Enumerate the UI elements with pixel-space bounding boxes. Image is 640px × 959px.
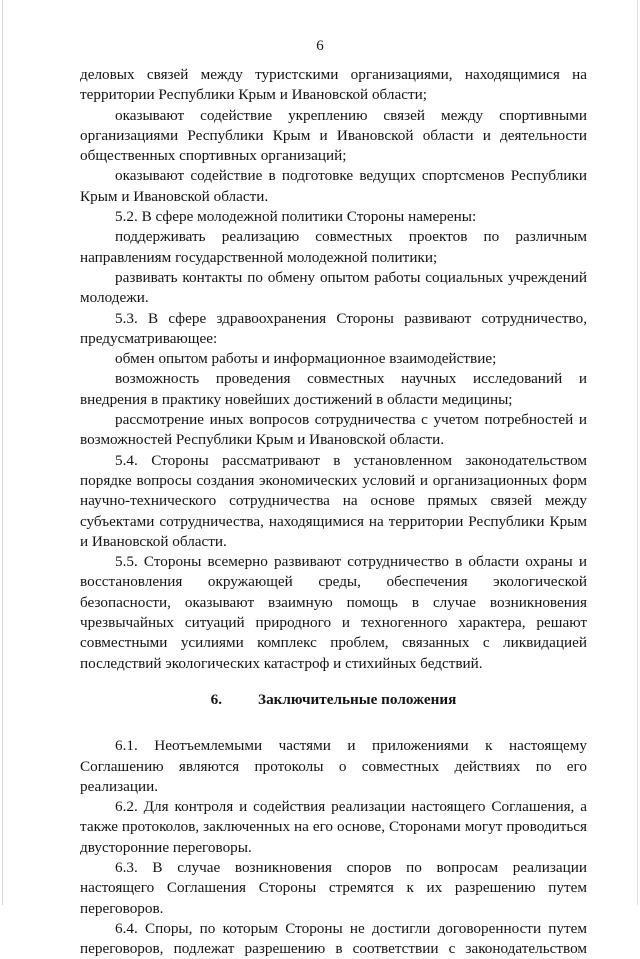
paragraph-5-2: 5.2. В сфере молодежной политики Стороны намерены: [115, 208, 477, 226]
paragraph-6-3: 6.3. В случае возникновения споров по вопросам реализации настоящего Соглашения Стороны стремятся к их разрешению путем переговоров. [80, 858, 587, 917]
paragraph: деловых связей между туристскими организациями, находящимися на территории Республики Крым и Ивановской области; [80, 66, 587, 104]
paragraph: рассмотрение иных вопросов сотрудничества с учетом потребностей и возможностей Республики Крым и Ивановской области. [80, 411, 587, 449]
document-body [80, 65, 587, 959]
paragraph-5-5: 5.5. Стороны всемерно развивают сотрудничество в области охраны и восстановления окружающей среды, обеспечения экологической безопасности, оказывают взаимную помощь в случае возникновения чрезвычайных ситуаций природного и техногенного характера, решают совместными усилиями комплекс проблем, связанных с ликвидацией последствий экологических катастроф и стихийных бедствий. [80, 553, 587, 672]
paragraph: оказывают содействие укреплению связей между спортивными организациями Республики Крым и Ивановской области и деятельности общественных спортивных организаций; [80, 106, 587, 165]
paragraph: поддерживать реализацию совместных проектов по различным направлениям государственной молодежной политики; [80, 228, 587, 266]
paragraph: обмен опытом работы и информационное взаимодействие; [115, 350, 497, 368]
paragraph-6-4: 6.4. Споры, по которым Стороны не достигли договоренности путем переговоров, подлежат разрешению в соответствии с законодательством [80, 919, 587, 958]
section-number: 6. [210, 690, 223, 708]
paragraph: возможность проведения совместных научных исследований и внедрения в практику новейших достижений в области медицины; [80, 370, 587, 408]
paragraph: оказывают содействие в подготовке ведущих спортсменов Республики Крым и Ивановской области. [80, 167, 587, 205]
scan-edge-left [2, 0, 3, 905]
paragraph-6-2: 6.2. Для контроля и содействия реализации настоящего Соглашения, а также протоколов, заключенных на его основе, Сторонами могут проводиться двусторонние переговоры. [80, 798, 587, 856]
section-5-paragraphs [80, 65, 587, 674]
section-6-paragraphs [80, 736, 587, 959]
section-title: Заключительные положения [258, 690, 457, 708]
paragraph-5-4: 5.4. Стороны рассматривают в установленном законодательством порядке вопросы создания экономических условий и организационных форм научно-технического сотрудничества на основе прямых связей между субъектами сотрудничества, находящимися на территории Республики Крым и Ивановской области. [80, 451, 587, 550]
scan-edge-right [637, 0, 638, 905]
section-heading [80, 690, 587, 710]
paragraph-5-3: 5.3. В сфере здравоохранения Стороны развивают сотрудничество, предусматривающее: [80, 309, 587, 347]
paragraph: развивать контакты по обмену опытом работы социальных учреждений молодежи. [80, 268, 587, 307]
paragraph-6-1: 6.1. Неотъемлемыми частями и приложениями к настоящему Соглашению являются протоколы о совместных действиях по его реализации. [80, 737, 587, 795]
page-number: 6 [316, 38, 324, 54]
